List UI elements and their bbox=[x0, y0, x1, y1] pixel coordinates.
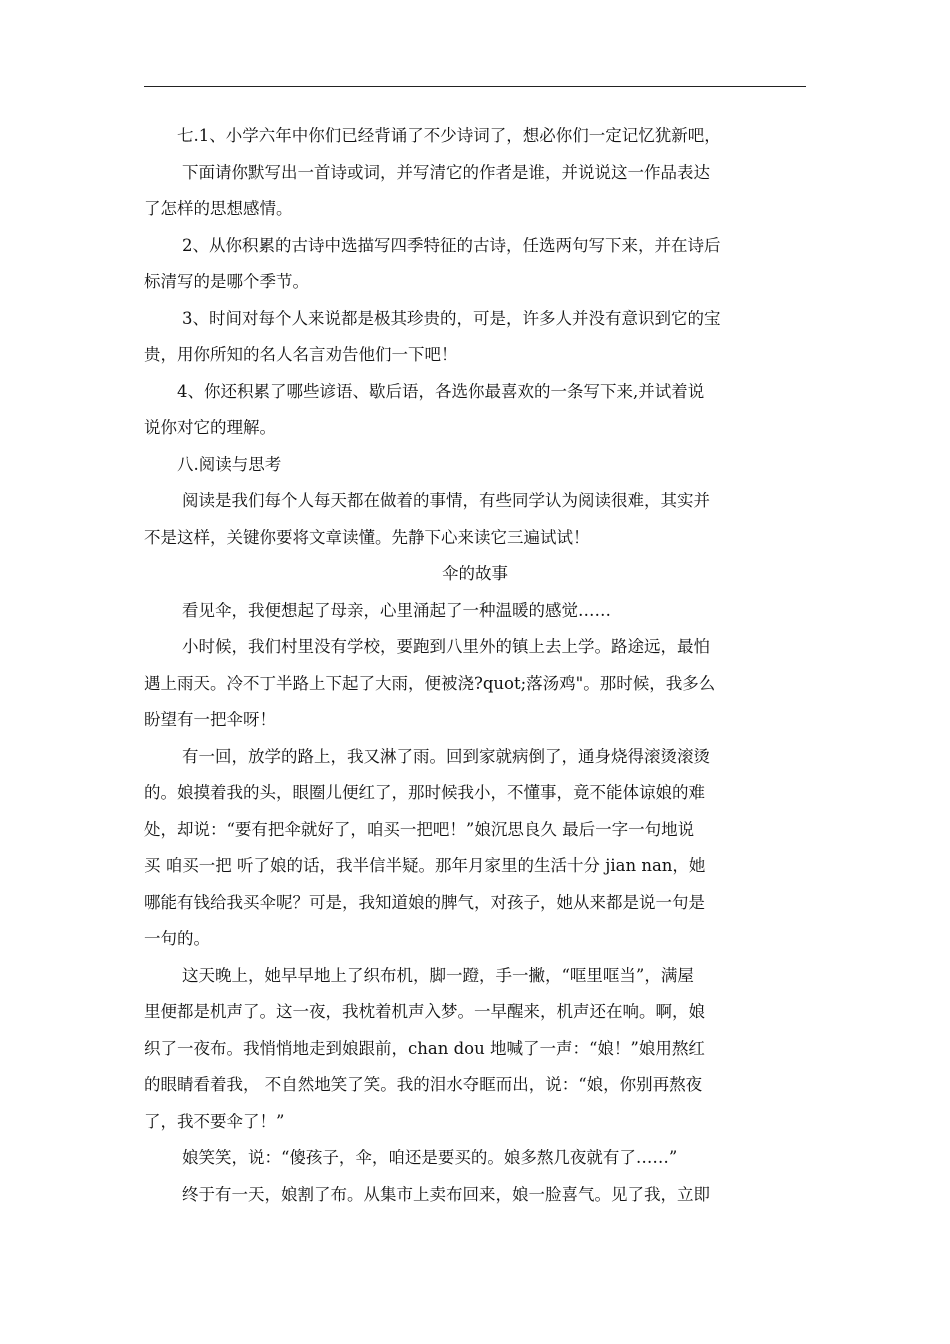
story-line: 织了一夜布。我悄悄地走到娘跟前，chan dou 地喊了一声：“娘！”娘用熬红 bbox=[144, 1038, 705, 1058]
document-body bbox=[144, 118, 806, 1213]
story-line: 一句的。 bbox=[144, 929, 210, 948]
q7-1-line: 了怎样的思想感情。 bbox=[144, 199, 293, 218]
q7-4-line: 4、你还积累了哪些谚语、歇后语，各选你最喜欢的一条写下来,并试着说 bbox=[177, 381, 705, 401]
story-line: 买 咱买一把 听了娘的话，我半信半疑。那年月家里的生活十分 jian nan，她 bbox=[144, 856, 706, 875]
story-line: 这天晚上，她早早地上了织布机，脚一蹬，手一撇，“哐里哐当”，满屋 bbox=[182, 965, 694, 985]
story-line: 的。娘摸着我的头，眼圈儿便红了，那时候我小，不懂事，竟不能体谅娘的难 bbox=[144, 783, 705, 802]
intro-line: 不是这样，关键你要将文章读懂。先静下心来读它三遍试试！ bbox=[144, 527, 590, 547]
q7-1-line: 七.1、小学六年中你们已经背诵了不少诗词了，想必你们一定记忆犹新吧， bbox=[177, 126, 721, 145]
q7-3-line: 贵，用你所知的名人名言劝告他们一下吧！ bbox=[144, 345, 458, 364]
q7-2-line: 标清写的是哪个季节。 bbox=[144, 272, 309, 291]
story-title: 伞的故事 bbox=[442, 564, 508, 583]
story-line: 娘笑笑，说：“傻孩子，伞，咱还是要买的。娘多熬几夜就有了……” bbox=[182, 1148, 678, 1167]
story-line: 盼望有一把伞呀！ bbox=[144, 710, 276, 729]
story-line: 遇上雨天。冷不丁半路上下起了大雨，便被浇?quot;落汤鸡"。那时候，我多么 bbox=[144, 673, 716, 693]
story-line: 看见伞，我便想起了母亲，心里涌起了一种温暖的感觉…… bbox=[182, 600, 611, 620]
q7-3-line: 3、时间对每个人来说都是极其珍贵的，可是，许多人并没有意识到它的宝 bbox=[182, 308, 721, 328]
story-line: 哪能有钱给我买伞呢？可是，我知道娘的脾气，对孩子，她从来都是说一句是 bbox=[144, 892, 705, 912]
intro-line: 阅读是我们每个人每天都在做着的事情，有些同学认为阅读很难，其实并 bbox=[182, 491, 710, 510]
story-line: 有一回，放学的路上，我又淋了雨。回到家就病倒了，通身烧得滚烫滚烫 bbox=[182, 746, 710, 766]
q7-1-line: 下面请你默写出一首诗或词，并写清它的作者是谁，并说说这一作品表达 bbox=[182, 162, 710, 182]
q7-4-line: 说你对它的理解。 bbox=[144, 418, 276, 437]
story-line: 里便都是机声了。这一夜，我枕着机声入梦。一早醒来，机声还在响。啊，娘 bbox=[144, 1002, 705, 1021]
story-line: 终于有一天，娘割了布。从集市上卖布回来，娘一脸喜气。见了我，立即 bbox=[182, 1184, 710, 1204]
story-line: 的眼睛看着我， 不自然地笑了笑。我的泪水夺眶而出，说：“娘，你别再熬夜 bbox=[144, 1075, 703, 1094]
story-line: 了，我不要伞了！” bbox=[144, 1111, 285, 1131]
header-rule bbox=[144, 86, 806, 87]
story-line: 小时候，我们村里没有学校，要跑到八里外的镇上去上学。路途远，最怕 bbox=[182, 637, 710, 656]
story-line: 处，却说：“要有把伞就好了，咱买一把吧！”娘沉思良久 最后一字一句地说 bbox=[144, 819, 695, 839]
section-heading: 八.阅读与思考 bbox=[177, 454, 282, 474]
q7-2-line: 2、从你积累的古诗中选描写四季特征的古诗，任选两句写下来，并在诗后 bbox=[182, 235, 721, 255]
